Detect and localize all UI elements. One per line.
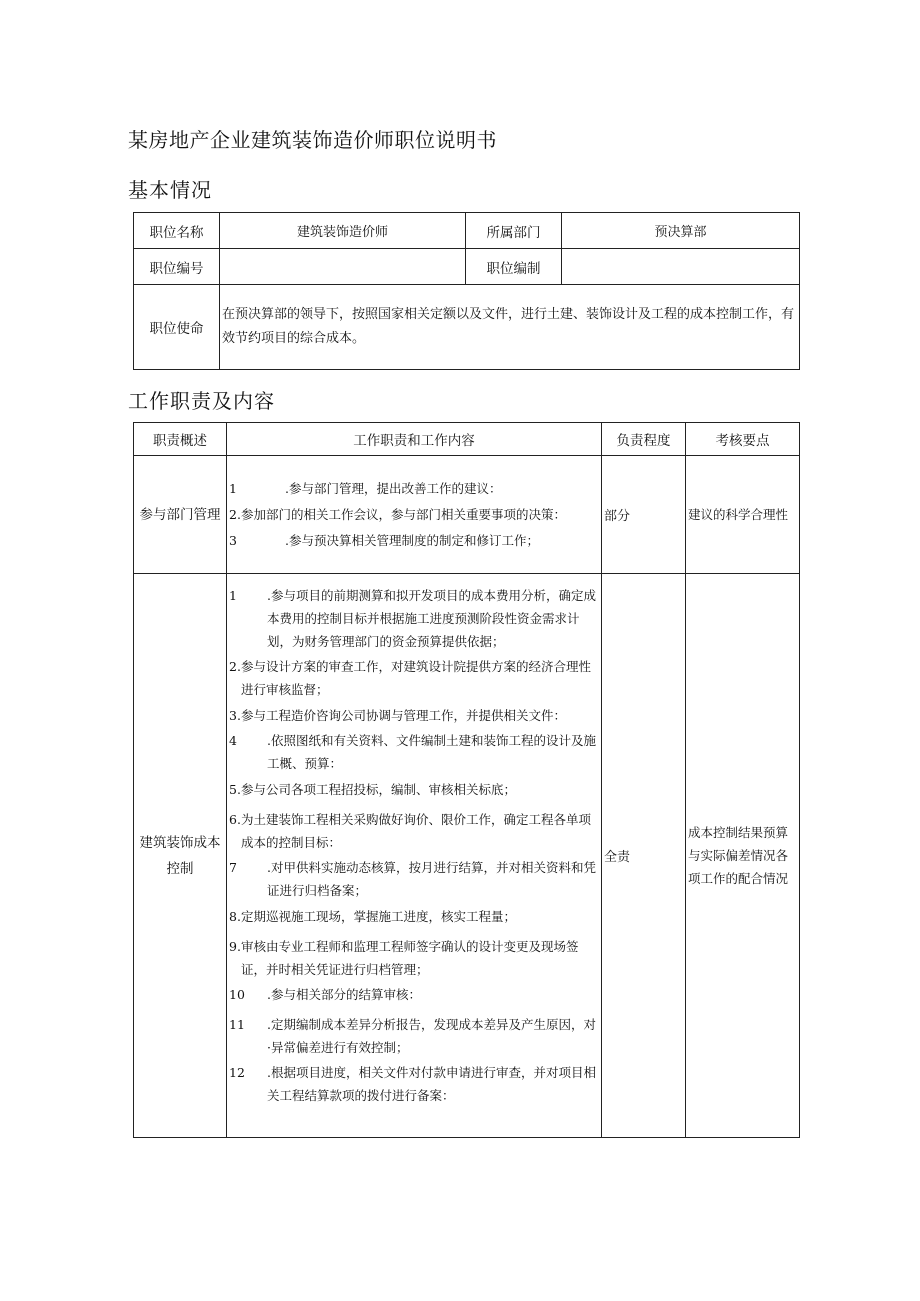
header-content: 工作职责和工作内容	[227, 423, 602, 456]
row2-summary: 建筑装饰成本控制	[134, 574, 227, 1138]
list-item: 1 .参与项目的前期测算和拟开发项目的成本费用分析，确定成本费用的控制目标并根据施工进度预测阶段性资金需求计划，为财务管理部门的资金预算提供依据；	[229, 588, 596, 649]
list-item: 5. 参与公司各项工程招投标，编制、审核相关标底；	[229, 782, 516, 797]
headcount-value	[562, 249, 800, 285]
list-item: 3. 参与工程造价咨询公司协调与管理工作，并提供相关文件：	[229, 708, 566, 723]
row1-kpi: 建议的科学合理性	[686, 456, 800, 574]
row2-degree: 全责	[602, 574, 686, 1138]
row2-kpi: 成本控制结果预算与实际偏差情况各项工作的配合情况	[686, 574, 800, 1138]
list-item: 10 .参与相关部分的结算审核：	[229, 987, 421, 1002]
department-value: 预决算部	[562, 213, 800, 249]
department-label: 所属部门	[466, 213, 562, 249]
row2-content	[227, 574, 602, 1138]
section-heading-basic: 基本情况	[128, 178, 212, 202]
headcount-label: 职位编制	[466, 249, 562, 285]
row1-content	[227, 456, 602, 574]
header-degree: 负责程度	[602, 423, 686, 456]
list-item: 9. 审核由专业工程师和监理工程师签字确认的设计变更及现场签证，并时相关凭证进行归档管理；	[229, 939, 579, 977]
list-item: 4 .依照图纸和有关资料、文件编制土建和装饰工程的设计及施工概、预算：	[229, 733, 596, 771]
list-item: 2. 参加部门的相关工作会议，参与部门相关重要事项的决策：	[229, 507, 566, 522]
duties-table	[133, 422, 800, 1138]
header-kpi: 考核要点	[686, 423, 800, 456]
list-item: 6. 为土建装饰工程相关采购做好询价、限价工作，确定工程各单项成本的控制目标：	[229, 812, 591, 850]
position-code-label: 职位编号	[134, 249, 220, 285]
position-code-value	[220, 249, 466, 285]
list-item: 12 .根据项目进度，相关文件对付款申请进行审查，并对项目相关工程结算款项的拨付进行备案：	[229, 1065, 596, 1103]
list-item: 11 .定期编制成本差异分析报告，发现成本差异及产生原因，对·异常偏差进行有效控制；	[229, 1017, 596, 1055]
mission-label: 职位使命	[134, 285, 220, 370]
list-item: 7 .对甲供料实施动态核算，按月进行结算，并对相关资料和凭证进行归档备案；	[229, 860, 596, 898]
list-item: 1 .参与部门管理，提出改善工作的建议：	[229, 481, 502, 496]
row1-summary: 参与部门管理	[134, 456, 227, 574]
header-summary: 职责概述	[134, 423, 227, 456]
basic-info-table	[133, 212, 800, 370]
mission-text: 在预决算部的领导下，按照国家相关定额以及文件，进行土建、装饰设计及工程的成本控制工作，有效节约项目的综合成本。	[220, 285, 800, 370]
table-row	[134, 456, 800, 574]
position-name-value: 建筑装饰造价师	[220, 213, 466, 249]
position-name-label: 职位名称	[134, 213, 220, 249]
section-heading-duties: 工作职责及内容	[128, 389, 275, 413]
table-row	[134, 574, 800, 1138]
list-item: 2. 参与设计方案的审查工作，对建筑设计院提供方案的经济合理性进行审核监督；	[229, 659, 591, 697]
row1-degree: 部分	[602, 456, 686, 574]
list-item: 3 .参与预决算相关管理制度的制定和修订工作；	[229, 533, 539, 548]
document-title: 某房地产企业建筑装饰造价师职位说明书	[128, 128, 497, 152]
list-item: 8. 定期巡视施工现场，掌握施工进度，核实工程量；	[229, 909, 516, 924]
